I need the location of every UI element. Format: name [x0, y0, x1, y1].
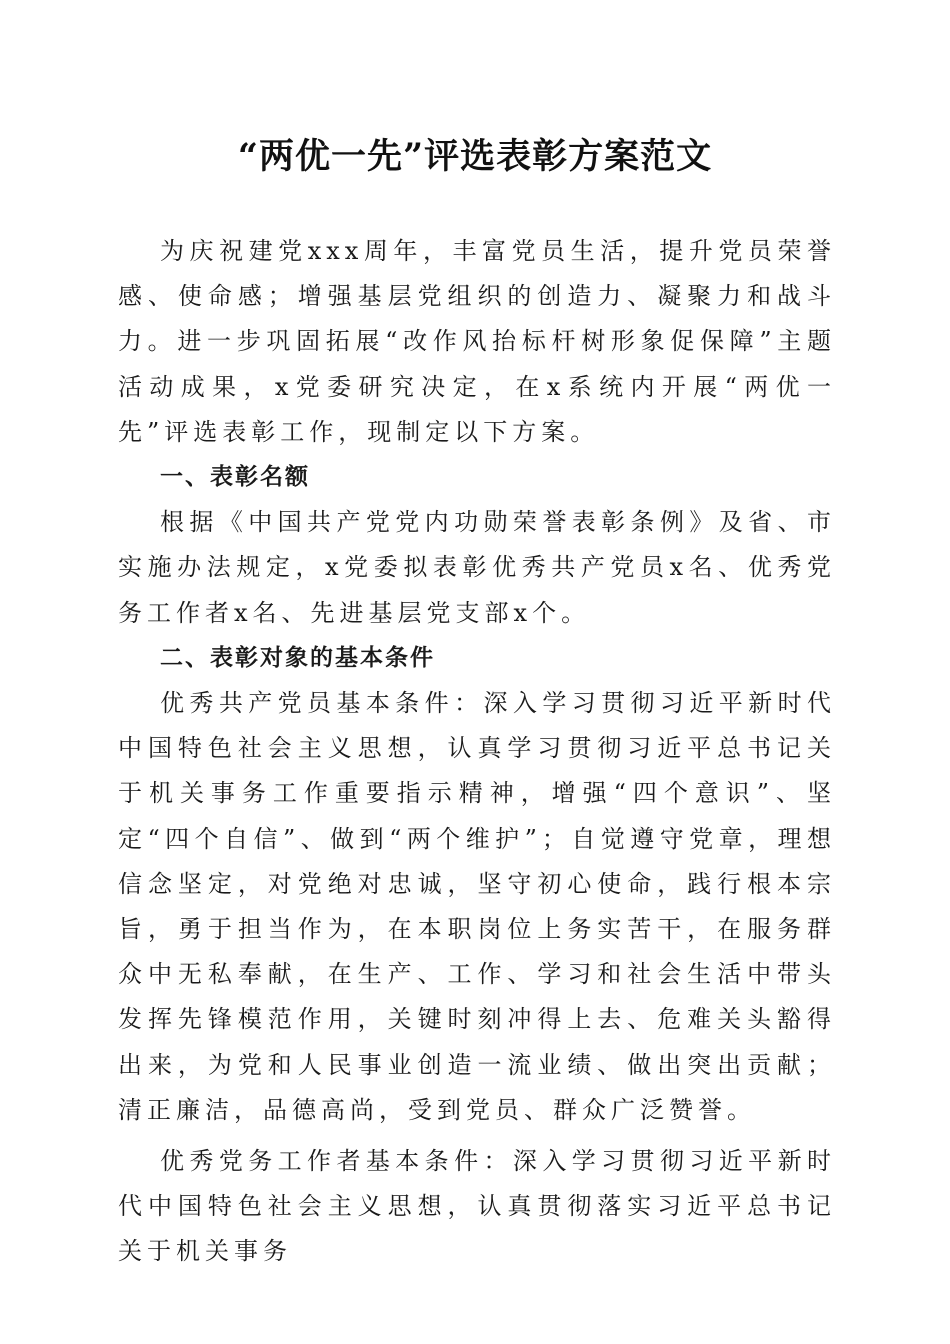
intro-paragraph: 为庆祝建党xxx周年，丰富党员生活，提升党员荣誉感、使命感；增强基层党组织的创造力、凝聚力和战斗力。进一步巩固拓展“改作风抬标杆树形象促保障”主题活动成果，x党委研究决定，在x系统内开展“两优一先”评选表彰工作，现制定以下方案。 [118, 237, 836, 446]
document-title: “两优一先”评选表彰方案范文 [237, 136, 713, 177]
party-member-criteria-paragraph: 优秀共产党员基本条件：深入学习贯彻习近平新时代中国特色社会主义思想，认真学习贯彻习近平总书记关于机关事务工作重要指示精神，增强“四个意识”、坚定“四个自信”、做到“两个维护”；自觉遵守党章，理想信念坚定，对党绝对忠诚，坚守初心使命，践行根本宗旨，勇于担当作为，在本职岗位上务实苦干，在服务群众中无私奉献，在生产、工作、学习和社会生活中带头发挥先锋模范作用，关键时刻冲得上去、危难关头豁得出来，为党和人民事业创造一流业绩、做出突出贡献；清正廉洁，品德高尚，受到党员、群众广泛赞誉。 [118, 689, 836, 1124]
section-heading-quota: 一、表彰名额 [160, 464, 310, 491]
section-heading-criteria: 二、表彰对象的基本条件 [160, 644, 435, 671]
party-worker-criteria-paragraph: 优秀党务工作者基本条件：深入学习贯彻习近平新时代中国特色社会主义思想，认真贯彻落实习近平总书记关于机关事务 [118, 1147, 836, 1266]
quota-paragraph: 根据《中国共产党党内功勋荣誉表彰条例》及省、市实施办法规定，x党委拟表彰优秀共产党员x名、优秀党务工作者x名、先进基层党支部x个。 [118, 508, 836, 627]
document-body [118, 229, 836, 1275]
